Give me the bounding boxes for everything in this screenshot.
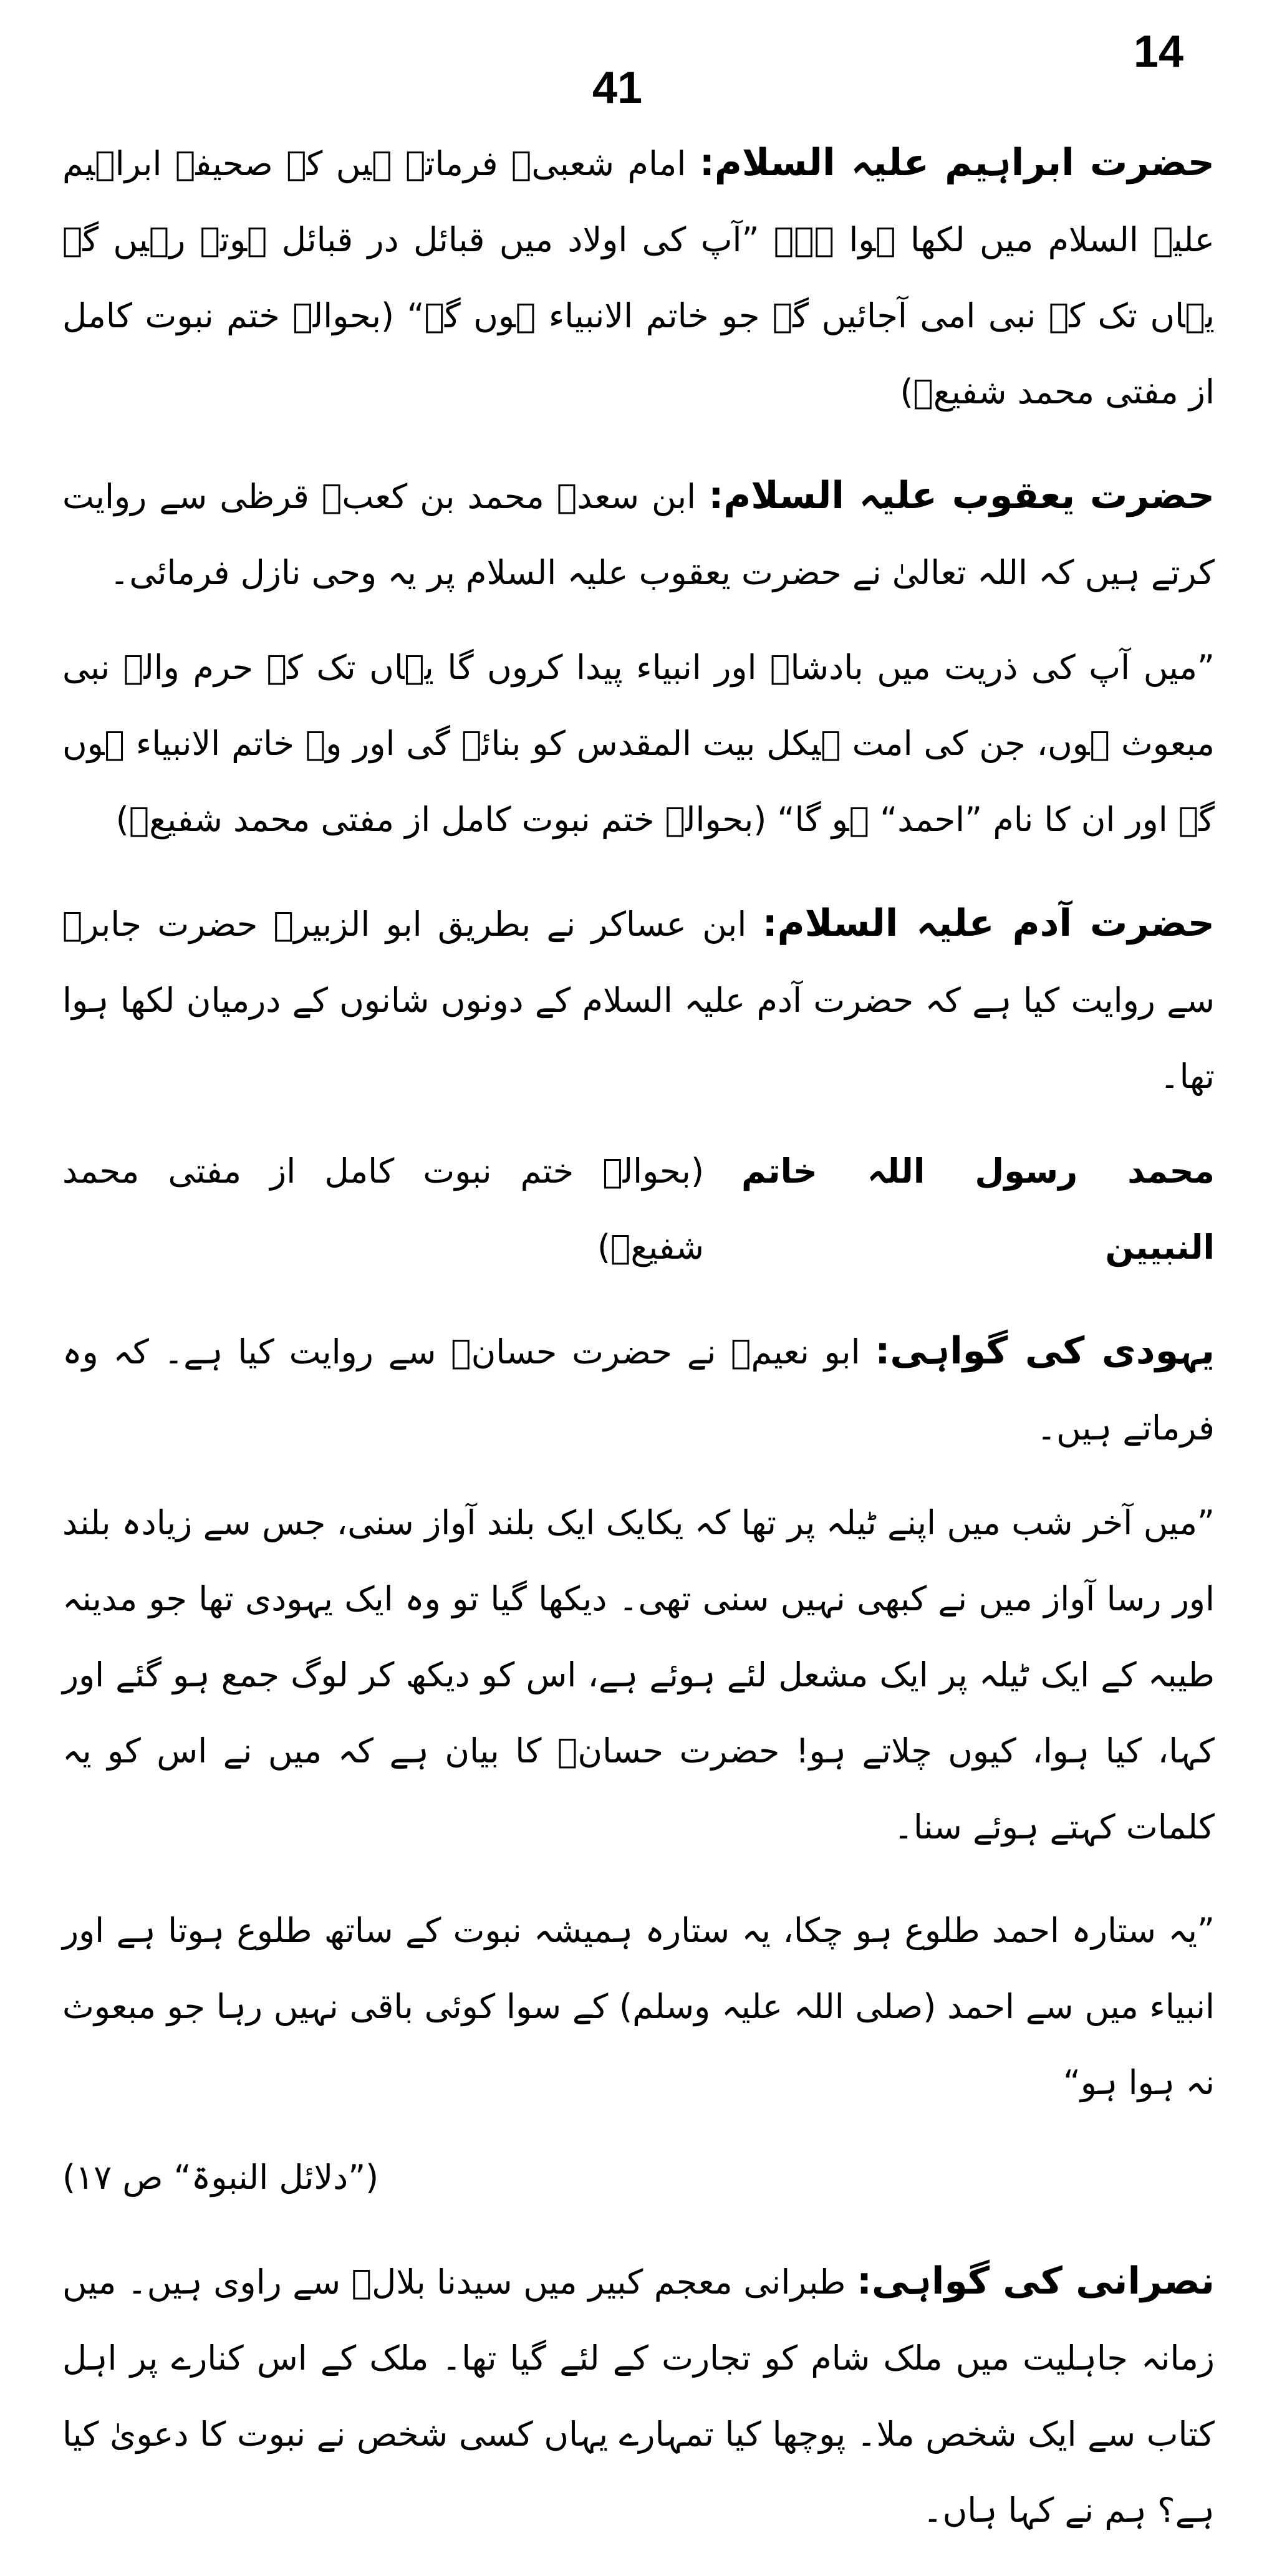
quote2-jew: ”یہ ستارہ احمد طلوع ہو چکا، یہ ستارہ ہمیشہ نبوت کے ساتھ طلوع ہوتا ہے اور انبیاء میں سے احمد (صلی اللہ علیہ وسلم) کے سوا کوئی باقی نہیں رہا جو مبعوث نہ ہوا ہو“ — [62, 1911, 1215, 2102]
paragraph-jew — [62, 1313, 1215, 1466]
text-ibrahim: امام شعبیؒ فرماتے ہیں کہ صحیفہ ابراہیم علیہ السلام میں لکھا ہوا ہے۔ ”آپ کی اولاد میں قبائل در قبائل ہوتے رہیں گے یہاں تک کہ نبی امی آجائیں گے جو خاتم الانبیاء ہوں گے“ (بحوالہ ختم نبوت کامل از مفتی محمد شفیعؒ) — [62, 144, 1215, 411]
paragraph-ibrahim — [62, 125, 1215, 430]
reference-jew: (”دلائل النبوۃ“ ص ۱۷) — [62, 2158, 379, 2197]
text-yaqub: ابن سعدؒ محمد بن کعبؓ قرظی سے روایت کرتے ہیں کہ اللہ تعالیٰ نے حضرت یعقوب علیہ السلام پر یہ وحی نازل فرمائی۔ — [62, 477, 1215, 592]
heading-jew: یہودی کی گواہی: — [875, 1329, 1215, 1373]
body-text — [62, 125, 1215, 2576]
page-number-center: 41 — [592, 63, 643, 113]
heading-adam: حضرت آدم علیہ السلام: — [762, 901, 1215, 945]
text-jew: ابو نعیمؒ نے حضرت حسانؓ سے روایت کیا ہے۔ کہ وہ فرماتے ہیں۔ — [62, 1332, 1215, 1448]
reference-adam: (بحوالہ ختم نبوت کامل از مفتی محمد شفیعؒ) — [62, 1151, 705, 1267]
heading-yaqub: حضرت یعقوب علیہ السلام: — [708, 474, 1215, 517]
text-christian: طبرانی معجم کبیر میں سیدنا بلالؓ سے راوی ہیں۔ میں زمانہ جاہلیت میں ملک شام کو تجارت کے لئے گیا تھا۔ ملک کے اس کنارے پر اہل کتاب سے ایک شخص ملا۔ پوچھا کیا تمہارے یہاں کسی شخص نے نبوت کا دعویٰ کیا ہے؟ ہم نے کہا ہاں۔ — [62, 2262, 1215, 2530]
quote-jew: ”میں آخر شب میں اپنے ٹیلہ پر تھا کہ یکایک ایک بلند آواز سنی، جس سے زیادہ بلند اور رسا آواز میں نے کبھی نہیں سنی تھی۔ دیکھا گیا تو وہ ایک یہودی تھا جو مدینہ طیبہ کے ایک ٹیلہ پر ایک مشعل لئے ہوئے ہے، اس کو دیکھ کر لوگ جمع ہو گئے اور کہا، کیا ہوا، کیوں چلاتے ہو! حضرت حسانؓ کا بیان ہے کہ میں نے اس کو یہ کلمات کہتے ہوئے سنا۔ — [62, 1503, 1215, 1847]
adam-inscription-row — [62, 1133, 1215, 1286]
paragraph-christian — [62, 2243, 1215, 2549]
paragraph-yaqub — [62, 458, 1215, 611]
quote-yaqub: ”میں آپ کی ذریت میں بادشاہ اور انبیاء پیدا کروں گا یہاں تک کہ حرم والے نبی مبعوث ہوں، جن کی امت ہیکل بیت المقدس کو بنائے گی اور وہ خاتم الانبیاء ہوں گے اور ان کا نام ”احمد“ ہو گا“ (بحوالہ ختم نبوت کامل از مفتی محمد شفیعؒ) — [62, 648, 1215, 839]
text-adam: ابن عساکر نے بطریق ابو الزبیرؓ حضرت جابرؓ سے روایت کیا ہے کہ حضرت آدم علیہ السلام کے دونوں شانوں کے درمیان لکھا ہوا تھا۔ — [62, 905, 1215, 1096]
paragraph-adam — [62, 885, 1215, 1115]
heading-christian: نصرانی کی گواہی: — [857, 2259, 1215, 2303]
heading-ibrahim: حضرت ابراہیم علیہ السلام: — [699, 141, 1215, 185]
inscription-adam: محمد رسول اللہ خاتم النبیین — [741, 1151, 1215, 1267]
page-number-top-right: 14 — [1133, 27, 1183, 77]
